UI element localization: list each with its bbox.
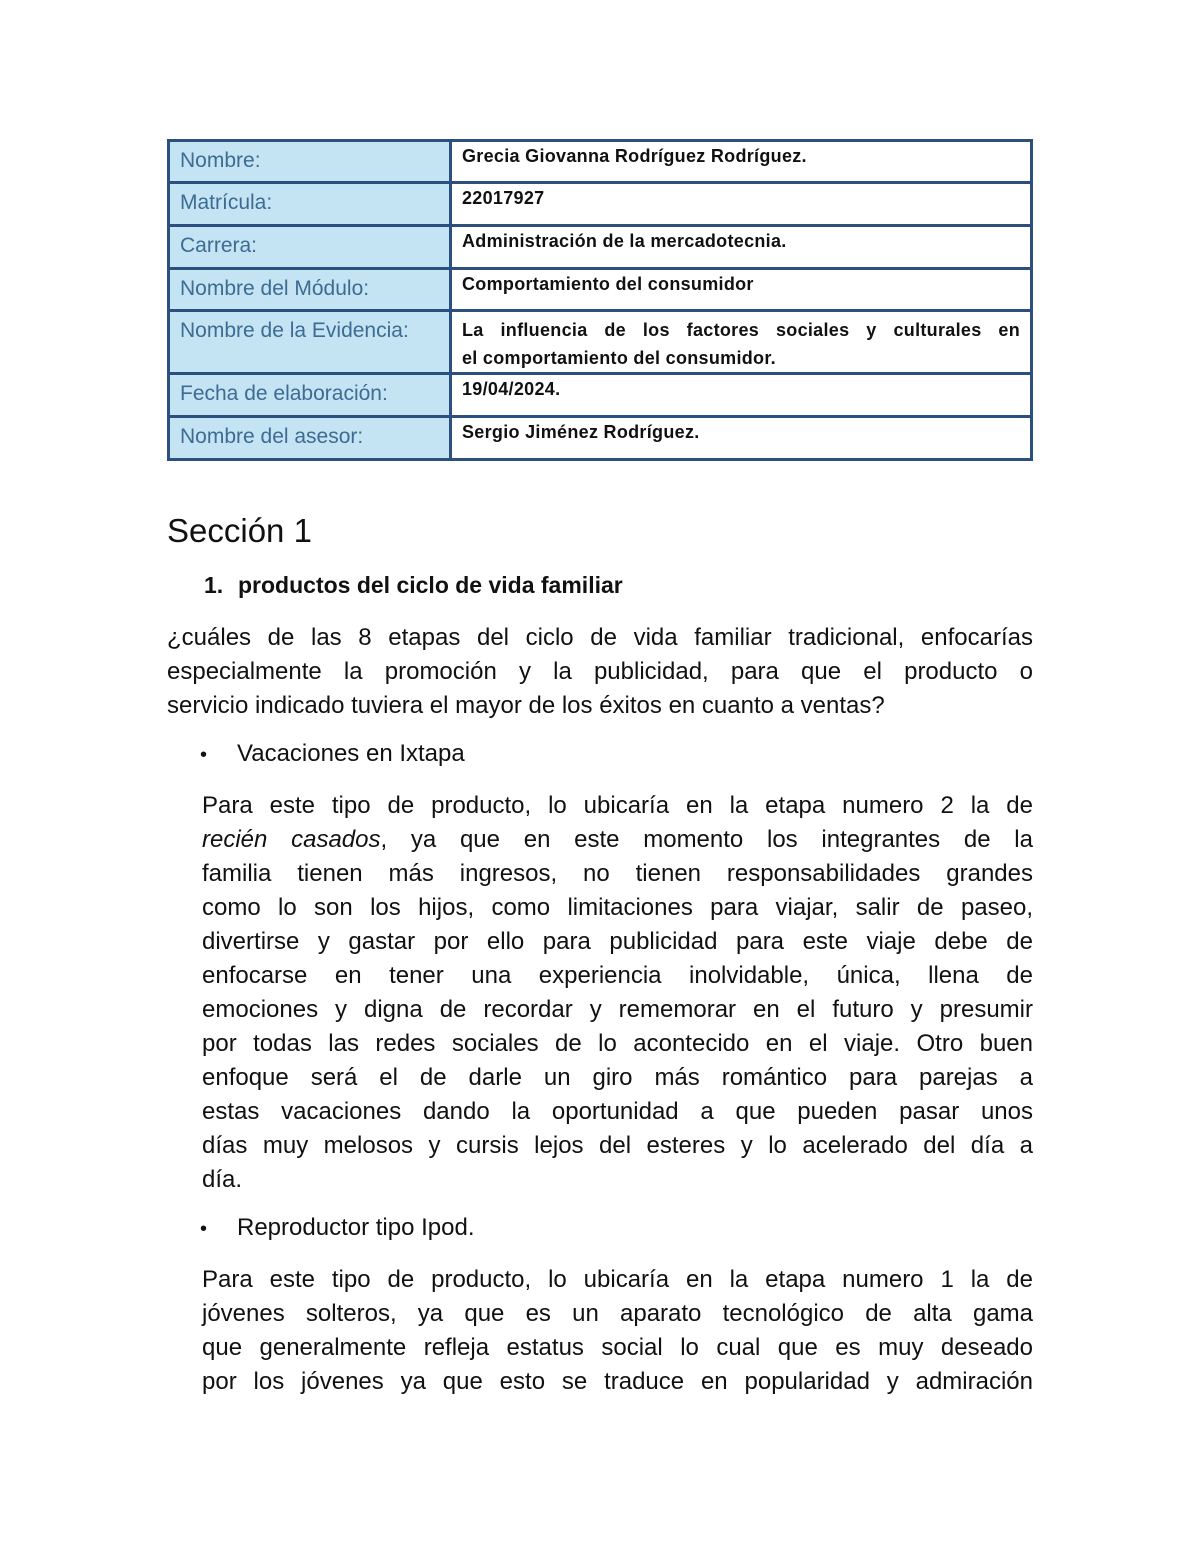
name-label: Nombre: <box>169 141 451 183</box>
paragraph-line: divertirse y gastar por ello para publicidad para este viaje debe de <box>202 928 1033 955</box>
bullet-icon: • <box>200 744 208 766</box>
evidence-value-line: el comportamiento del consumidor. <box>462 348 776 368</box>
section-title: Sección 1 <box>167 512 312 549</box>
module-label: Nombre del Módulo: <box>169 269 451 311</box>
bullet-item <box>200 740 465 768</box>
evidence-value-line: La influencia de los factores sociales y culturales en <box>462 320 1020 340</box>
paragraph-line: como lo son los hijos, como limitaciones para viajar, salir de paseo, <box>202 894 1033 921</box>
paragraph-line: especialmente la promoción y la publicidad, para que el producto o <box>167 658 1033 685</box>
paragraph-line: jóvenes solteros, ya que es un aparato tecnológico de alta gama <box>202 1300 1033 1327</box>
table-row <box>169 417 1032 460</box>
table-row <box>169 183 1032 226</box>
answer-paragraph <box>202 789 1033 1197</box>
subheading-number: 1. <box>204 572 224 598</box>
paragraph-line: por los jóvenes ya que esto se traduce en popularidad y admiración <box>202 1368 1033 1395</box>
career-value: Administración de la mercadotecnia. <box>451 226 1032 269</box>
table-row <box>169 311 1032 374</box>
career-label: Carrera: <box>169 226 451 269</box>
table-row <box>169 141 1032 183</box>
paragraph-line: Para este tipo de producto, lo ubicaría en la etapa numero 2 la de <box>202 792 1033 819</box>
table-row <box>169 374 1032 417</box>
date-label: Fecha de elaboración: <box>169 374 451 417</box>
advisor-value: Sergio Jiménez Rodríguez. <box>451 417 1032 460</box>
module-value: Comportamiento del consumidor <box>451 269 1032 311</box>
paragraph-line: día. <box>202 1166 243 1193</box>
advisor-label: Nombre del asesor: <box>169 417 451 460</box>
bullet-text: Reproductor tipo Ipod. <box>237 1214 475 1241</box>
paragraph-line: servicio indicado tuviera el mayor de los éxitos en cuanto a ventas? <box>167 692 885 719</box>
subheading-text: productos del ciclo de vida familiar <box>238 572 623 598</box>
paragraph-line-rest: , ya que en este momento los integrantes de la <box>380 826 1033 853</box>
evidence-label: Nombre de la Evidencia: <box>169 311 451 374</box>
enrollment-label: Matrícula: <box>169 183 451 226</box>
student-info-table <box>167 139 1033 461</box>
table-row <box>169 269 1032 311</box>
paragraph-line: Para este tipo de producto, lo ubicaría en la etapa numero 1 la de <box>202 1266 1033 1293</box>
paragraph-line: estas vacaciones dando la oportunidad a que pueden pasar unos <box>202 1098 1033 1125</box>
paragraph-line: emociones y digna de recordar y rememorar en el futuro y presumir <box>202 996 1033 1023</box>
paragraph-line: familia tienen más ingresos, no tienen responsabilidades grandes <box>202 860 1033 887</box>
bullet-icon: • <box>200 1218 208 1240</box>
paragraph-line: días muy melosos y cursis lejos del esteres y lo acelerado del día a <box>202 1132 1033 1159</box>
paragraph-line: enfoque será el de darle un giro más romántico para parejas a <box>202 1064 1033 1091</box>
enrollment-value: 22017927 <box>451 183 1032 226</box>
paragraph-line: por todas las redes sociales de lo acontecido en el viaje. Otro buen <box>202 1030 1033 1057</box>
paragraph-line: ¿cuáles de las 8 etapas del ciclo de vida familiar tradicional, enfocarías <box>167 624 1033 651</box>
paragraph-line <box>202 823 1033 857</box>
table-row <box>169 226 1032 269</box>
name-value: Grecia Giovanna Rodríguez Rodríguez. <box>451 141 1032 183</box>
paragraph-line: enfocarse en tener una experiencia inolvidable, única, llena de <box>202 962 1033 989</box>
answer-paragraph <box>202 1263 1033 1399</box>
question-paragraph <box>167 621 1033 723</box>
paragraph-line: que generalmente refleja estatus social lo cual que es muy deseado <box>202 1334 1033 1361</box>
evidence-value <box>451 311 1032 374</box>
bullet-text: Vacaciones en Ixtapa <box>237 740 465 767</box>
subheading <box>204 572 623 599</box>
date-value: 19/04/2024. <box>451 374 1032 417</box>
emphasis-text: recién casados <box>202 826 381 853</box>
bullet-item <box>200 1214 474 1242</box>
